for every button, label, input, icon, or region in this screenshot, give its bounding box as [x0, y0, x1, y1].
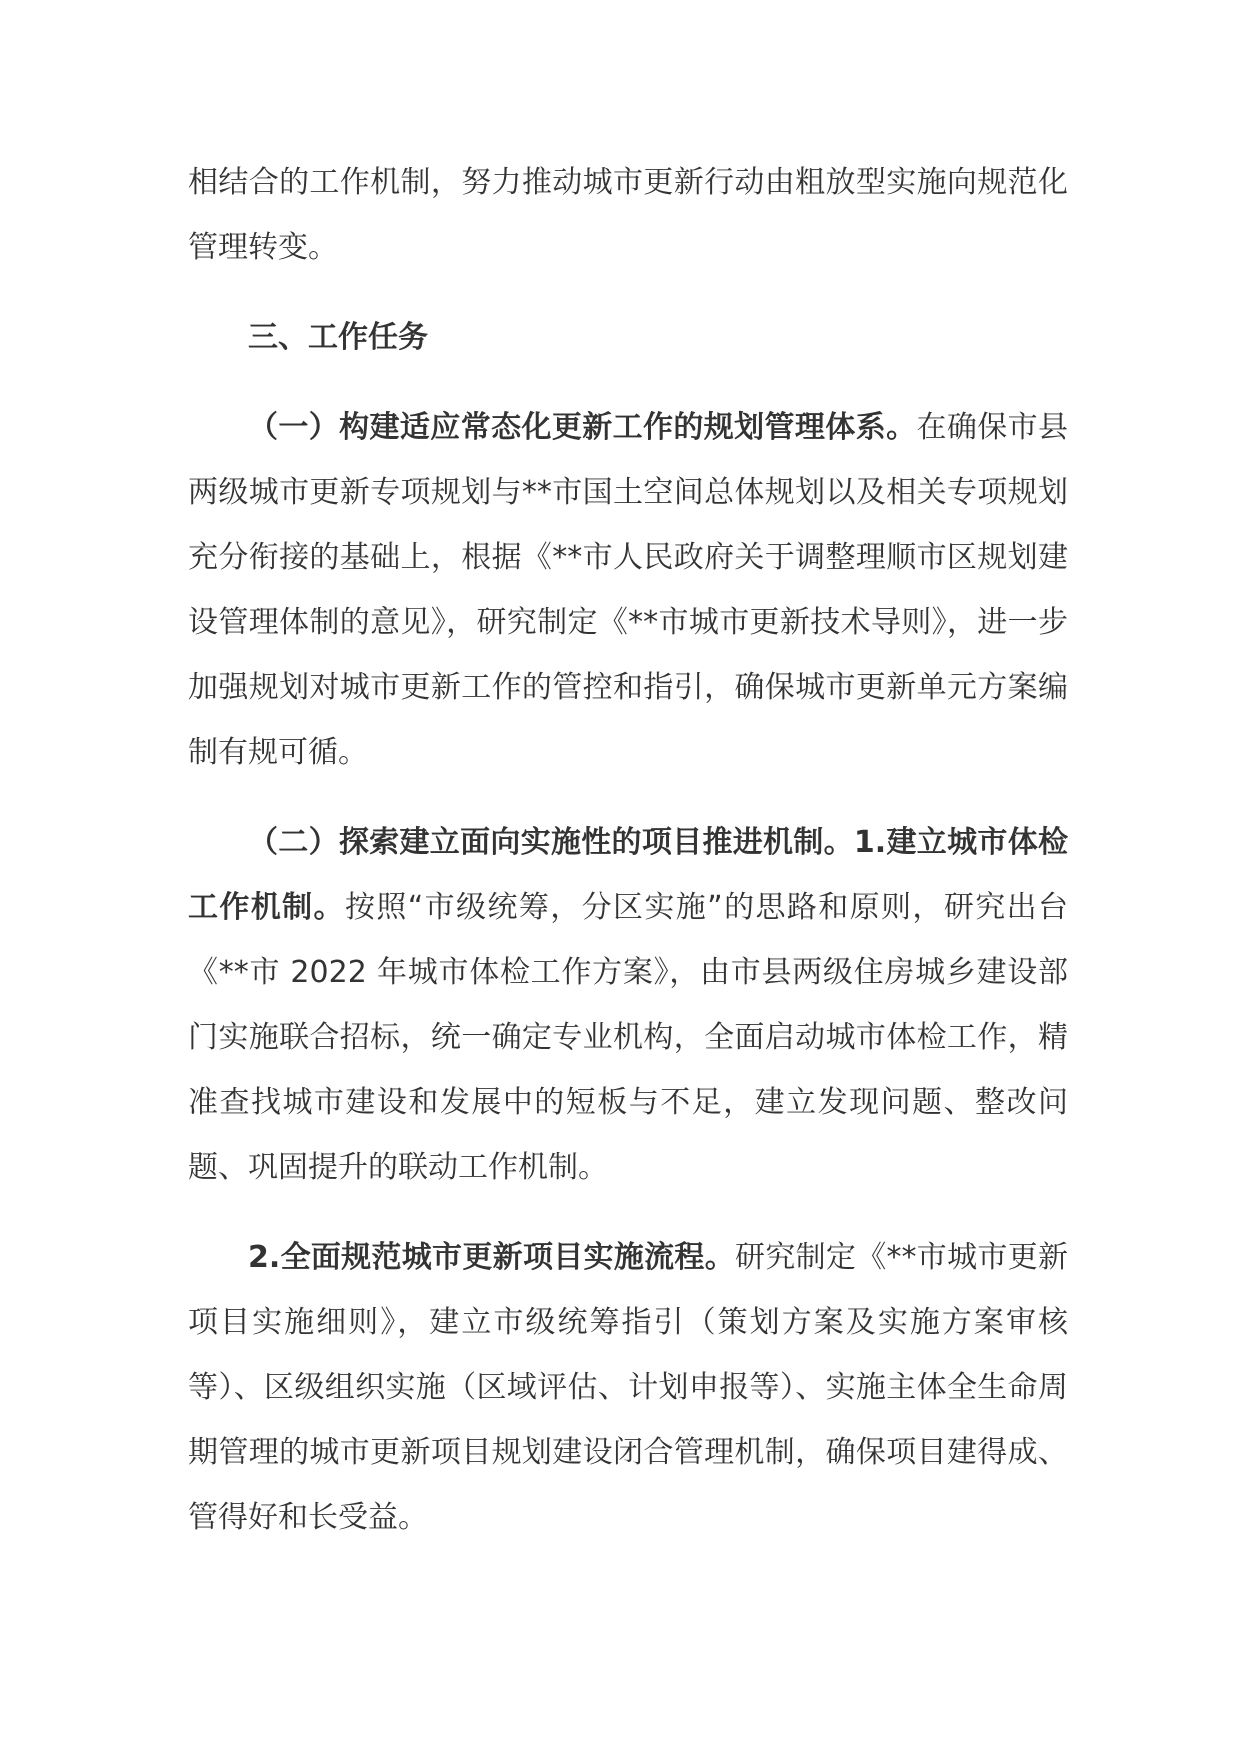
task-3-title: 2.全面规范城市更新项目实施流程。 — [248, 1240, 736, 1275]
spacer — [188, 370, 1068, 395]
document-page — [188, 150, 1068, 1550]
task-1-body: 在确保市县两级城市更新专项规划与**市国土空间总体规划以及相关专项规划充分衔接的基础上，根据《**市人民政府关于调整理顺市区规划建设管理体制的意见》，研究制定《**市城市更新技术导则》，进一步加强规划对城市更新工作的管控和指引，确保城市更新单元方案编制有规可循。 — [188, 410, 1069, 770]
task-paragraph-2 — [188, 810, 1068, 1200]
spacer — [188, 1200, 1068, 1225]
task-3-body: 研究制定《**市城市更新项目实施细则》，建立市级统筹指引（策划方案及实施方案审核等）、区级组织实施（区域评估、计划申报等）、实施主体全生命周期管理的城市更新项目规划建设闭合管理机制，确保项目建得成、管得好和长受益。 — [188, 1240, 1068, 1535]
task-paragraph-3 — [188, 1225, 1068, 1550]
task-1-title: （一）构建适应常态化更新工作的规划管理体系。 — [248, 410, 917, 445]
spacer — [188, 785, 1068, 810]
spacer — [188, 280, 1068, 305]
task-paragraph-1 — [188, 395, 1068, 785]
intro-paragraph: 相结合的工作机制，努力推动城市更新行动由粗放型实施向规范化管理转变。 — [188, 165, 1068, 265]
section-heading: 三、工作任务 — [248, 320, 428, 355]
task-2-title: （二）探索建立面向实施性的项目推进机制。1.建立城市体检工作机制。 — [188, 825, 1068, 925]
task-2-body: 按照“市级统筹，分区实施”的思路和原则，研究出台《**市 2022 年城市体检工作方案》，由市县两级住房城乡建设部门实施联合招标，统一确定专业机构，全面启动城市体检工作，精准查找城市建设和发展中的短板与不足，建立发现问题、整改问题、巩固提升的联动工作机制。 — [188, 890, 1068, 1185]
